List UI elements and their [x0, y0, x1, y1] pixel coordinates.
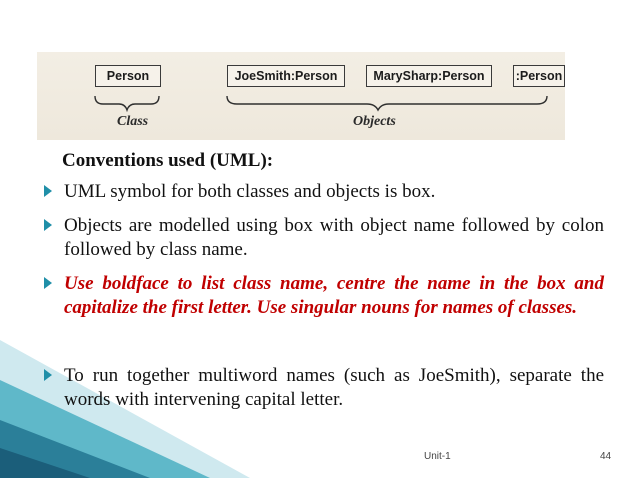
- triangle-bullet-icon: [44, 369, 52, 381]
- object-box-anonymous: :Person: [513, 65, 565, 87]
- bullet-item: [44, 364, 604, 411]
- page-number: 44: [600, 451, 612, 462]
- bullet-text: Use boldface to list class name, centre the name in the box and capitalize the first letter. Use singular nouns for names of classes.: [64, 273, 604, 318]
- bullet-item: [44, 180, 604, 204]
- footer-unit-label: Unit-1: [424, 451, 451, 462]
- class-label: Class: [117, 114, 149, 129]
- class-box-person: Person: [95, 65, 161, 87]
- object-box-joesmith: JoeSmith:Person: [227, 65, 345, 87]
- triangle-bullet-icon: [44, 219, 52, 231]
- bullet-text: To run together multiword names (such as JoeSmith), separate the words with intervening capital letter.: [64, 365, 604, 410]
- triangle-bullet-icon: [44, 185, 52, 197]
- object-box-marysharp: MarySharp:Person: [366, 65, 492, 87]
- section-heading: Conventions used (UML):: [62, 150, 274, 171]
- bullet-item: [44, 214, 604, 261]
- objects-label: Objects: [353, 114, 396, 129]
- uml-figure: [37, 52, 565, 140]
- triangle-bullet-icon: [44, 277, 52, 289]
- bullet-item-highlighted: [44, 272, 604, 319]
- bullet-text: Objects are modelled using box with object name followed by colon followed by class name.: [64, 215, 604, 260]
- bullet-text: UML symbol for both classes and objects is box.: [64, 181, 436, 202]
